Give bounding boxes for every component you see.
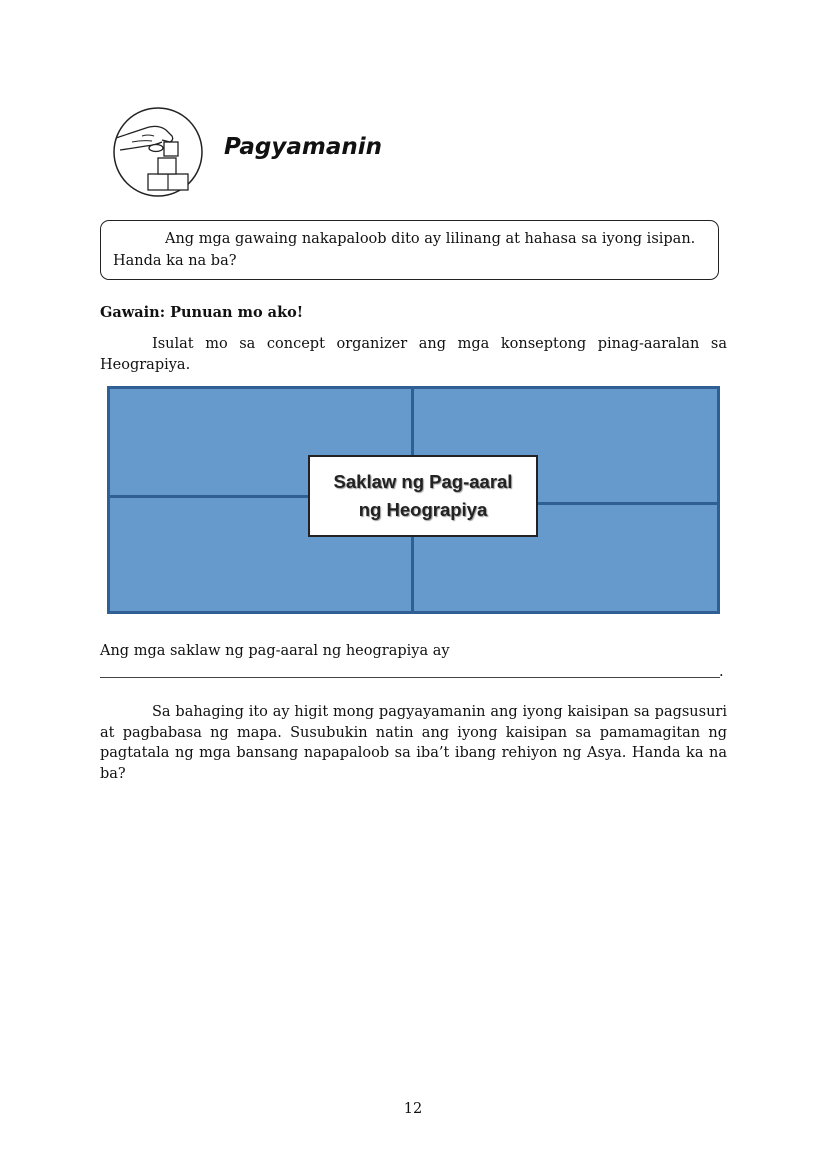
- intro-text: Ang mga gawaing nakapaloob dito ay lilinang at hahasa sa iyong isipan. Handa ka na ba?: [113, 231, 696, 269]
- hand-stacking-blocks-icon: [112, 106, 204, 198]
- section-title: Pagyamanin: [224, 134, 383, 160]
- answer-blank-line[interactable]: [100, 677, 720, 678]
- center-label-line-1: Saklaw ng Pag-aaral: [333, 471, 513, 492]
- answer-prompt: Ang mga saklaw ng pag-aaral ng heograpiya ay: [100, 643, 450, 659]
- activity-instruction: Isulat mo sa concept organizer ang mga konseptong pinag-aaralan sa Heograpiya.: [100, 336, 727, 373]
- center-label-line-2: ng Heograpiya: [358, 499, 488, 520]
- answer-end-mark: .: [719, 664, 724, 680]
- activity-heading: Gawain: Punuan mo ako!: [100, 304, 304, 321]
- closing-paragraph: Sa bahaging ito ay higit mong pagyayamanin ang iyong kaisipan sa pagsusuri at pagbabasa ng mapa. Susubukin natin ang iyong kaisipan sa pamamagitan ng pagtatala ng mga bansang napapaloob sa iba’t ibang rehiyon ng Asya. Handa ka na ba?: [100, 704, 727, 782]
- intro-box: [100, 220, 719, 280]
- organizer-center-label: [308, 455, 538, 537]
- page-number: 12: [403, 1101, 423, 1117]
